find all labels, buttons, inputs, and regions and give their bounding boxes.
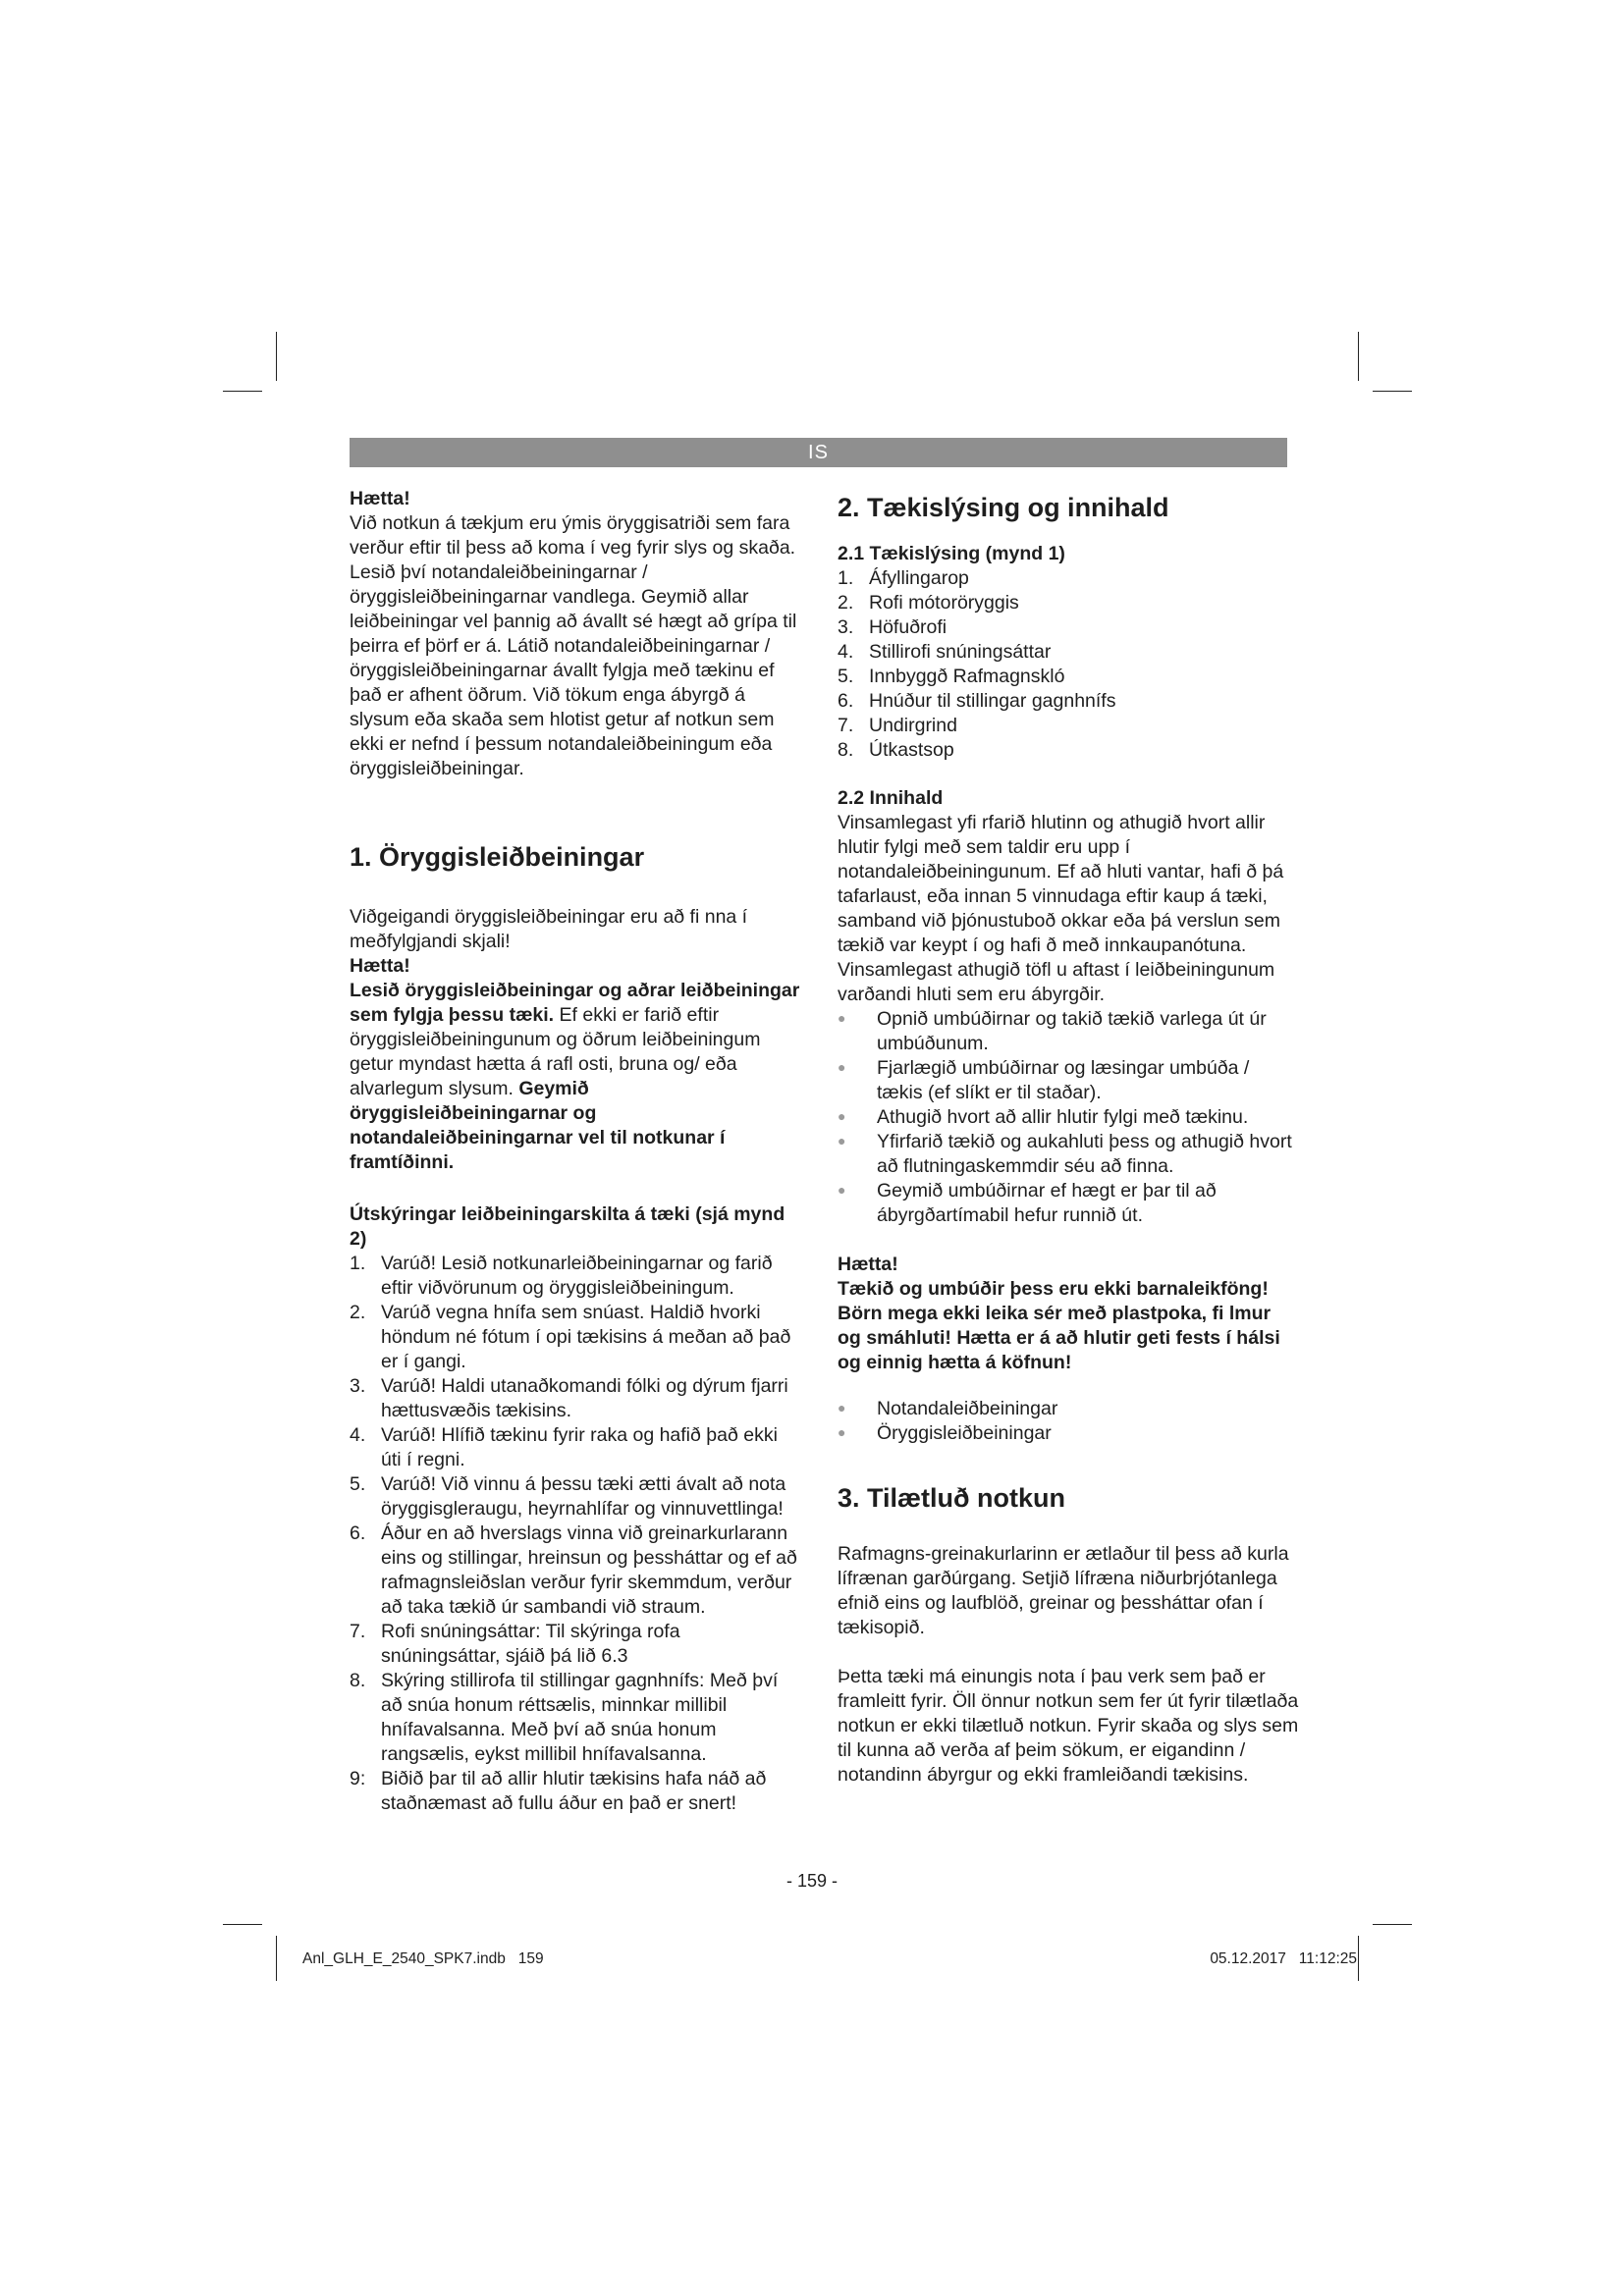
item-text: Áður en að hverslags vinna við greinarkurlarann eins og stillingar, hreinsun og þessháttar og ef að rafmagnsleiðslan verður fyrir skemmdum, verður að taka tækið úr sambandi við straum.: [381, 1522, 797, 1618]
item-number: 8.: [350, 1670, 366, 1691]
subsection-2-2-title: 2.2 Innihald: [838, 787, 944, 809]
item-text: Skýring stillirofa til stillingar gagnhnífs: Með því að snúa honum réttsælis, minnkar millibil hnífavalsanna. Með því að snúa honum rangsælis, eykst millibil hnífavalsanna.: [381, 1670, 779, 1765]
item-text: Rofi snúningsáttar: Til skýringa rofa snúningsáttar, sjáið þá lið 6.3: [381, 1621, 680, 1667]
list-item: [838, 640, 1299, 665]
list-item: [838, 714, 1299, 738]
warning-text-part: Við tökum enga ábyrgð á slysum eða skaða sem hlotist getur af notkun sem ekki er nefnd í þessum notandaleiðbeiningum eða öryggisleiðbeiningar.: [350, 684, 775, 779]
content-bullet-list: [838, 1007, 1299, 1228]
list-item: [838, 1130, 1299, 1179]
footer-filename: Anl_GLH_E_2540_SPK7.indb 159: [302, 1950, 544, 1967]
bullet-icon: ●: [838, 1010, 846, 1026]
bullet-icon: ●: [838, 1059, 846, 1075]
bold-text: Geymið öryggisleiðbeiningarnar og notandaleiðbeiningarnar vel til notkunar í framtíðinni.: [350, 1078, 726, 1173]
item-number: 5.: [838, 666, 854, 687]
section-1-intro: Viðgeigandi öryggisleiðbeiningar eru að fi nna í meðfylgjandi skjali!: [350, 906, 748, 952]
item-number: 6.: [838, 690, 854, 712]
list-item: [838, 1179, 1299, 1228]
item-number: 2.: [350, 1302, 366, 1323]
list-item: [838, 689, 1299, 714]
item-number: 1.: [350, 1253, 366, 1274]
list-item: [838, 1421, 1299, 1446]
list-item: [838, 665, 1299, 689]
language-bar: IS: [350, 438, 1287, 467]
warning-title: Hætta!: [350, 488, 410, 509]
item-text: Varúð! Hlífið tækinu fyrir raka og hafið það ekki úti í regni.: [381, 1424, 778, 1470]
item-number: 9:: [350, 1768, 366, 1789]
crop-mark: [276, 1936, 277, 1981]
item-number: 4.: [350, 1424, 366, 1446]
item-text: Öryggisleiðbeiningar: [877, 1422, 1052, 1444]
item-text: Innbyggð Rafmagnskló: [869, 666, 1065, 687]
crop-mark: [276, 332, 277, 381]
item-number: 7.: [838, 715, 854, 736]
bullet-icon: ●: [838, 1400, 846, 1415]
list-item: [838, 738, 1299, 763]
list-item: [350, 1620, 801, 1669]
item-text: Varúð! Lesið notkunarleiðbeiningarnar og farið eftir viðvörunum og öryggisleiðbeiningum.: [381, 1253, 773, 1299]
list-item: [838, 1397, 1299, 1421]
section-2-title: 2. Tækislýsing og innihald: [838, 493, 1169, 522]
label-explanation-title: Útskýringar leiðbeiningarskilta á tæki (sjá mynd 2): [350, 1203, 785, 1250]
list-item: [350, 1669, 801, 1767]
item-number: 2.: [838, 592, 854, 614]
item-text: Varúð! Við vinnu á þessu tæki ætti ávalt að nota öryggisgleraugu, heyrnahlífar og vinnuvettlinga!: [381, 1473, 786, 1520]
bullet-icon: ●: [838, 1108, 846, 1124]
section-1-warning-text: [350, 979, 801, 1175]
item-number: 7.: [350, 1621, 366, 1642]
bold-text: Lesið öryggisleiðbeiningar og aðrar leiðbeiningar sem fylgja þessu tæki.: [350, 980, 800, 1026]
item-text: Varúð vegna hnífa sem snúast. Haldið hvorki höndum né fótum í opi tækisins á meðan að það er í gangi.: [381, 1302, 791, 1372]
item-text: Stillirofi snúningsáttar: [869, 641, 1052, 663]
item-text: Útkastsop: [869, 739, 954, 761]
item-number: 6.: [350, 1522, 366, 1544]
item-text: Höfuðrofi: [869, 616, 947, 638]
list-item: [838, 1007, 1299, 1056]
list-item: [838, 1056, 1299, 1105]
list-item: [838, 591, 1299, 615]
item-text: Biðið þar til að allir hlutir tækisins hafa náð að staðnæmast að fullu áður en það er snert!: [381, 1768, 767, 1814]
crop-mark: [1373, 1924, 1412, 1925]
warning-text: Tækið og umbúðir þess eru ekki barnaleikföng! Börn mega ekki leika sér með plastpoka, fi lmur og smáhluti! Hætta er á að hlutir geti fests í hálsi og einnig hætta á köfnun!: [838, 1278, 1280, 1373]
item-number: 1.: [838, 567, 854, 589]
bullet-icon: ●: [838, 1133, 846, 1148]
section-3-title: 3. Tilætluð notkun: [838, 1483, 1065, 1513]
warning-title: Hætta!: [838, 1254, 898, 1275]
item-number: 5.: [350, 1473, 366, 1495]
crop-mark: [1358, 1936, 1359, 1981]
footer-date: 05.12.2017 11:12:25: [1210, 1950, 1357, 1967]
subsection-2-1-title: 2.1 Tækislýsing (mynd 1): [838, 543, 1065, 564]
list-item: [350, 1472, 801, 1522]
intended-use-text: Rafmagns-greinakurlarinn er ætlaður til þess að kurla lífrænan garðúrgang. Setjið lífræna niðurbrjótanlega efnið eins og laufblöð, greinar og þessháttar ofan í tækisopið.: [838, 1543, 1289, 1638]
item-number: 3.: [838, 616, 854, 638]
item-text: Notandaleiðbeiningar: [877, 1398, 1058, 1419]
right-column: [838, 487, 1299, 1788]
item-number: 3.: [350, 1375, 366, 1397]
parts-list: [838, 566, 1299, 763]
list-item: [350, 1301, 801, 1374]
content-text: Vinsamlegast yfi rfarið hlutinn og athugið hvort allir hlutir fylgi með sem taldir eru upp í notandaleiðbeiningunum. Ef að hluti vantar, hafi ð þá tafarlaust, eða innan 5 vinnudaga eftir kaup á tæki, samband við þjónustuboð okkar eða þá verslun sem tækið var keypt í og hafi ð með innkaupanótuna. Vinsamlegast athugið töfl u aftast í leiðbeiningunum varðandi hluti sem eru ábyrgðir.: [838, 812, 1284, 1005]
item-text: Rofi mótoröryggis: [869, 592, 1019, 614]
item-text: Yfirfarið tækið og aukahluti þess og athugið hvort að flutningaskemmdir séu að finna.: [877, 1131, 1292, 1177]
warning-text: [350, 511, 801, 781]
warning-text-part: Við notkun á tækjum eru ýmis öryggisatriði sem fara verður eftir til þess að koma í veg fyrir slys og skaða. Lesið því notandaleiðbeiningarnar / öryggisleiðbeiningarnar vandlega. Geymið allar leiðbeiningar vel þannig að ávallt sé hægt að grípa til þeirra ef þörf er á. Látið notandaleiðbeiningarnar / öryggisleiðbeiningarnar ávallt fylgja með tækinu ef það er afhent öðrum.: [350, 512, 797, 706]
list-item: [350, 1374, 801, 1423]
section-1-title: 1. Öryggisleiðbeiningar: [350, 842, 645, 872]
item-text: Áfyllingarop: [869, 567, 969, 589]
item-number: 4.: [838, 641, 854, 663]
crop-mark: [223, 391, 262, 392]
left-column: [350, 487, 801, 1816]
item-text: Varúð! Haldi utanaðkomandi fólki og dýrum fjarri hættusvæðis tækisins.: [381, 1375, 788, 1421]
crop-mark: [1373, 391, 1412, 392]
label-explanation-list: [350, 1252, 801, 1816]
bullet-icon: ●: [838, 1424, 846, 1440]
documents-list: [838, 1397, 1299, 1446]
bullet-icon: ●: [838, 1182, 846, 1198]
list-item: [838, 615, 1299, 640]
item-text: Undirgrind: [869, 715, 957, 736]
item-text: Geymið umbúðirnar ef hægt er þar til að ábyrgðartímabil hefur runnið út.: [877, 1180, 1217, 1226]
section-1-warning-title: Hætta!: [350, 955, 410, 977]
list-item: [350, 1252, 801, 1301]
intended-use-text: Þetta tæki má einungis nota í þau verk sem það er framleitt fyrir. Öll önnur notkun sem fer út fyrir tilætlaða notkun er ekki tilætluð notkun. Fyrir skaða og slys sem til kunna að verða af þeim sökum, er eigandinn / notandinn ábyrgur og ekki framleiðandi tækisins.: [838, 1666, 1299, 1786]
crop-mark: [1358, 332, 1359, 381]
item-text: Hnúður til stillingar gagnhnífs: [869, 690, 1116, 712]
crop-mark: [223, 1924, 262, 1925]
item-text: Opnið umbúðirnar og takið tækið varlega út úr umbúðunum.: [877, 1008, 1267, 1054]
list-item: [350, 1423, 801, 1472]
item-number: 8.: [838, 739, 854, 761]
regular-text: Ef ekki er farið eftir öryggisleiðbeiningunum og öðrum leiðbeiningum getur myndast hætta á rafl osti, bruna og/ eða alvarlegum slysum.: [350, 1004, 761, 1099]
item-text: Athugið hvort að allir hlutir fylgi með tækinu.: [877, 1106, 1249, 1128]
list-item: [838, 1105, 1299, 1130]
list-item: [350, 1767, 801, 1816]
item-text: Fjarlægið umbúðirnar og læsingar umbúða / tækis (ef slíkt er til staðar).: [877, 1057, 1250, 1103]
list-item: [838, 566, 1299, 591]
list-item: [350, 1522, 801, 1620]
page-number: - 159 -: [785, 1871, 839, 1891]
